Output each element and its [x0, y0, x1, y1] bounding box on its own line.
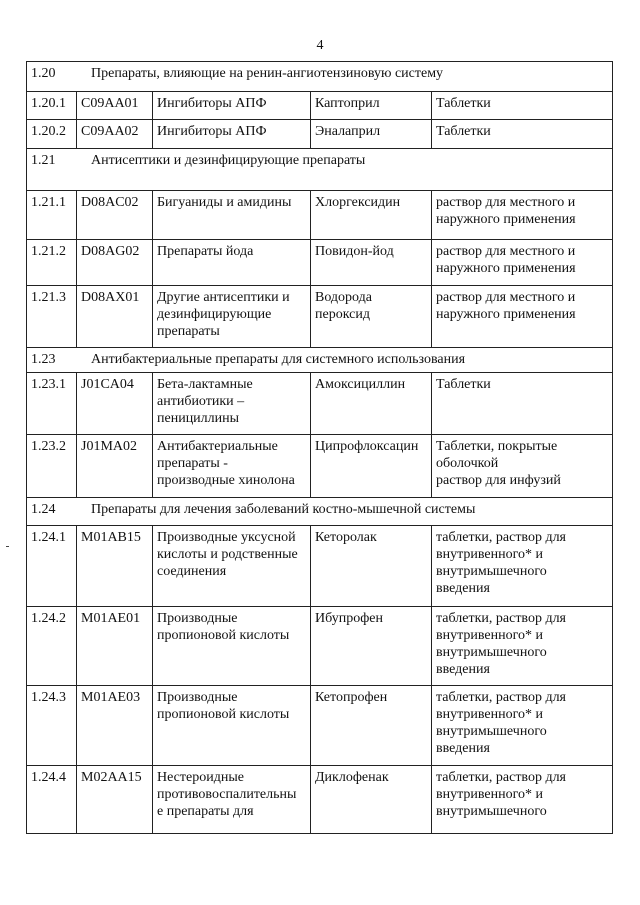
section-row [27, 498, 613, 526]
atc-code: J01MA02 [77, 435, 153, 498]
pharmacological-group-line: противовоспалительны [157, 787, 297, 802]
item-number: 1.21.3 [27, 286, 77, 348]
pharmacological-group-line: Производные [157, 690, 238, 705]
section-title: Антисептики и дезинфицирующие препараты [91, 153, 366, 168]
table-body [27, 62, 613, 834]
pharmacological-group-line: препараты - [157, 456, 228, 471]
dosage-form [432, 607, 613, 686]
table-row [27, 607, 613, 686]
atc-code: D08AX01 [77, 286, 153, 348]
drug-table [26, 61, 613, 834]
dosage-form [432, 286, 613, 348]
section-header [27, 498, 613, 526]
dosage-form-line: введения [436, 741, 490, 756]
dosage-form [432, 191, 613, 240]
page-number: 4 [316, 38, 324, 53]
drug-name-line: Амоксициллин [315, 377, 406, 392]
drug-name-line: Диклофенак [315, 770, 389, 785]
section-header [27, 149, 613, 191]
atc-code: C09AA01 [77, 92, 153, 120]
pharmacological-group [153, 373, 311, 435]
dosage-form-line: внутримышечного [436, 804, 547, 819]
dosage-form [432, 240, 613, 286]
pharmacological-group-line: пропионовой кислоты [157, 707, 290, 722]
table-row [27, 435, 613, 498]
dosage-form-line: внутримышечного [436, 645, 547, 660]
pharmacological-group-line: е препараты для [157, 804, 254, 819]
pharmacological-group [153, 526, 311, 607]
atc-code: C09AA02 [77, 120, 153, 149]
section-row [27, 62, 613, 92]
pharmacological-group-line: Производные уксусной [157, 530, 296, 545]
drug-name [311, 526, 432, 607]
dosage-form-line: Таблетки [436, 96, 491, 111]
section-title: Препараты для лечения заболеваний костно-мышечной системы [91, 502, 476, 517]
dosage-form [432, 120, 613, 149]
drug-name [311, 686, 432, 766]
drug-name [311, 120, 432, 149]
dosage-form-line: внутривенного* и [436, 628, 543, 643]
section-number: 1.23 [31, 352, 56, 367]
dosage-form-line: оболочкой [436, 456, 499, 471]
drug-name [311, 607, 432, 686]
pharmacological-group-line: Бета-лактамные [157, 377, 253, 392]
pharmacological-group-line: Ингибиторы АПФ [157, 124, 267, 139]
atc-code: D08AC02 [77, 191, 153, 240]
drug-name [311, 435, 432, 498]
drug-name-line: Водорода [315, 290, 372, 305]
pharmacological-group [153, 191, 311, 240]
dosage-form-line: таблетки, раствор для [436, 530, 566, 545]
table-row [27, 92, 613, 120]
item-number: 1.24.3 [27, 686, 77, 766]
pharmacological-group-line: Антибактериальные [157, 439, 278, 454]
drug-name-line: Каптоприл [315, 96, 380, 111]
item-number: 1.23.2 [27, 435, 77, 498]
table-row [27, 240, 613, 286]
dosage-form-line: введения [436, 581, 490, 596]
pharmacological-group [153, 240, 311, 286]
drug-name-line: Эналаприл [315, 124, 381, 139]
dosage-form-line: таблетки, раствор для [436, 611, 566, 626]
dosage-form [432, 526, 613, 607]
dosage-form-line: раствор для местного и [436, 195, 576, 210]
item-number: 1.21.2 [27, 240, 77, 286]
section-header [27, 62, 613, 92]
drug-name-line: Кеторолак [315, 530, 377, 545]
pharmacological-group-line: Другие антисептики и [157, 290, 290, 305]
pharmacological-group-line: пенициллины [157, 411, 240, 426]
table-row [27, 686, 613, 766]
table-row [27, 286, 613, 348]
dosage-form-line: раствор для местного и [436, 244, 576, 259]
dosage-form-line: Таблетки [436, 377, 491, 392]
atc-code: M01AB15 [77, 526, 153, 607]
dosage-form-line: внутривенного* и [436, 707, 543, 722]
section-header [27, 348, 613, 373]
pharmacological-group-line: Препараты йода [157, 244, 254, 259]
drug-name-line: Повидон-йод [315, 244, 394, 259]
dosage-form-line: внутримышечного [436, 564, 547, 579]
dosage-form [432, 435, 613, 498]
drug-name [311, 766, 432, 834]
item-number: 1.20.1 [27, 92, 77, 120]
pharmacological-group [153, 120, 311, 149]
drug-name [311, 286, 432, 348]
pharmacological-group [153, 766, 311, 834]
pharmacological-group-line: дезинфицирующие [157, 307, 272, 322]
dosage-form-line: таблетки, раствор для [436, 690, 566, 705]
item-number: 1.21.1 [27, 191, 77, 240]
dosage-form-line: внутривенного* и [436, 787, 543, 802]
dosage-form [432, 766, 613, 834]
pharmacological-group-line: производные хинолона [157, 473, 295, 488]
drug-name [311, 373, 432, 435]
drug-name-line: Ибупрофен [315, 611, 383, 626]
pharmacological-group-line: антибиотики – [157, 394, 245, 409]
dosage-form-line: Таблетки [436, 124, 491, 139]
pharmacological-group-line: Бигуаниды и амидины [157, 195, 292, 210]
pharmacological-group [153, 286, 311, 348]
dosage-form-line: внутривенного* и [436, 547, 543, 562]
atc-code: M01AE03 [77, 686, 153, 766]
pharmacological-group-line: препараты [157, 324, 220, 339]
atc-code: M01AE01 [77, 607, 153, 686]
table-row [27, 191, 613, 240]
dosage-form-line: раствор для местного и [436, 290, 576, 305]
pharmacological-group-line: пропионовой кислоты [157, 628, 290, 643]
drug-name-line: пероксид [315, 307, 370, 322]
item-number: 1.24.2 [27, 607, 77, 686]
pharmacological-group-line: кислоты и родственные [157, 547, 298, 562]
pharmacological-group [153, 92, 311, 120]
pharmacological-group-line: Производные [157, 611, 238, 626]
atc-code: J01CA04 [77, 373, 153, 435]
pharmacological-group-line: Нестероидные [157, 770, 244, 785]
drug-name [311, 240, 432, 286]
section-row [27, 149, 613, 191]
item-number: 1.24.4 [27, 766, 77, 834]
drug-name [311, 92, 432, 120]
section-title: Антибактериальные препараты для системного использования [91, 352, 466, 367]
dosage-form-line: наружного применения [436, 307, 576, 322]
section-title: Препараты, влияющие на ренин-ангиотензиновую систему [91, 66, 444, 81]
table-row [27, 373, 613, 435]
pharmacological-group [153, 607, 311, 686]
pharmacological-group [153, 435, 311, 498]
dosage-form-line: внутримышечного [436, 724, 547, 739]
drug-name-line: Кетопрофен [315, 690, 388, 705]
atc-code: M02AA15 [77, 766, 153, 834]
table-row [27, 766, 613, 834]
dosage-form-line: наружного применения [436, 212, 576, 227]
pharmacological-group [153, 686, 311, 766]
margin-mark [6, 546, 9, 547]
dosage-form [432, 373, 613, 435]
drug-name-line: Ципрофлоксацин [315, 439, 419, 454]
drug-name [311, 191, 432, 240]
section-row [27, 348, 613, 373]
dosage-form [432, 686, 613, 766]
pharmacological-group-line: Ингибиторы АПФ [157, 96, 267, 111]
dosage-form-line: таблетки, раствор для [436, 770, 566, 785]
section-number: 1.20 [31, 66, 56, 81]
section-number: 1.21 [31, 153, 56, 168]
drug-name-line: Хлоргексидин [315, 195, 401, 210]
item-number: 1.23.1 [27, 373, 77, 435]
table-row [27, 120, 613, 149]
dosage-form-line: Таблетки, покрытые [436, 439, 558, 454]
dosage-form-line: введения [436, 662, 490, 677]
pharmacological-group-line: соединения [157, 564, 227, 579]
dosage-form [432, 92, 613, 120]
dosage-form-line: наружного применения [436, 261, 576, 276]
atc-code: D08AG02 [77, 240, 153, 286]
item-number: 1.24.1 [27, 526, 77, 607]
item-number: 1.20.2 [27, 120, 77, 149]
table-row [27, 526, 613, 607]
section-number: 1.24 [31, 502, 56, 517]
dosage-form-line: раствор для инфузий [436, 473, 561, 488]
